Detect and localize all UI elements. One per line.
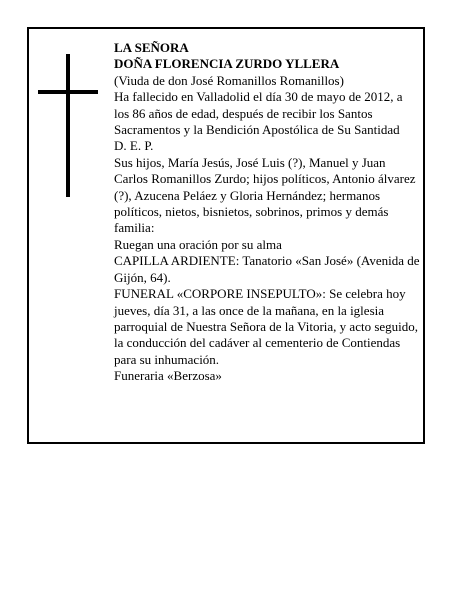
obituary-text	[114, 40, 420, 385]
cross-icon	[38, 54, 98, 197]
cross-horizontal-bar	[38, 90, 98, 94]
prayer-line: Ruegan una oración por su alma	[114, 236, 282, 252]
funeral-paragraph: FUNERAL «CORPORE INSEPULTO»: Se celebra hoy jueves, día 31, a las once de la mañana, en la iglesia parroquial de Nuestra Señora de la Vitoria, y acto seguido, la conducción del cadáver al cementerio de Contiendas para su inhumación.	[114, 286, 419, 367]
rip-line: D. E. P.	[114, 138, 154, 154]
funeral-home-line: Funeraria «Berzosa»	[114, 368, 222, 384]
title-line: LA SEÑORA	[114, 40, 189, 55]
cross-vertical-bar	[66, 54, 70, 197]
family-paragraph: Sus hijos, María Jesús, José Luis (?), Manuel y Juan Carlos Romanillos Zurdo; hijos políticos, Antonio álvarez (?), Azucena Peláez y Gloria Hernández; hermanos políticos, nietos, bisnietos, sobrinos, primos y demás familia:	[114, 154, 416, 236]
deceased-name: DOÑA FLORENCIA ZURDO YLLERA	[114, 56, 340, 72]
death-paragraph: Ha fallecido en Valladolid el día 30 de mayo de 2012, a los 86 años de edad, después de recibir los Santos Sacramentos y la Bendición Apostólica de Su Santidad	[114, 89, 403, 138]
chapel-paragraph: CAPILLA ARDIENTE: Tanatorio «San José» (Avenida de Gijón, 64).	[114, 253, 420, 285]
widow-of-line: (Viuda de don José Romanillos Romanillos)	[114, 72, 344, 88]
